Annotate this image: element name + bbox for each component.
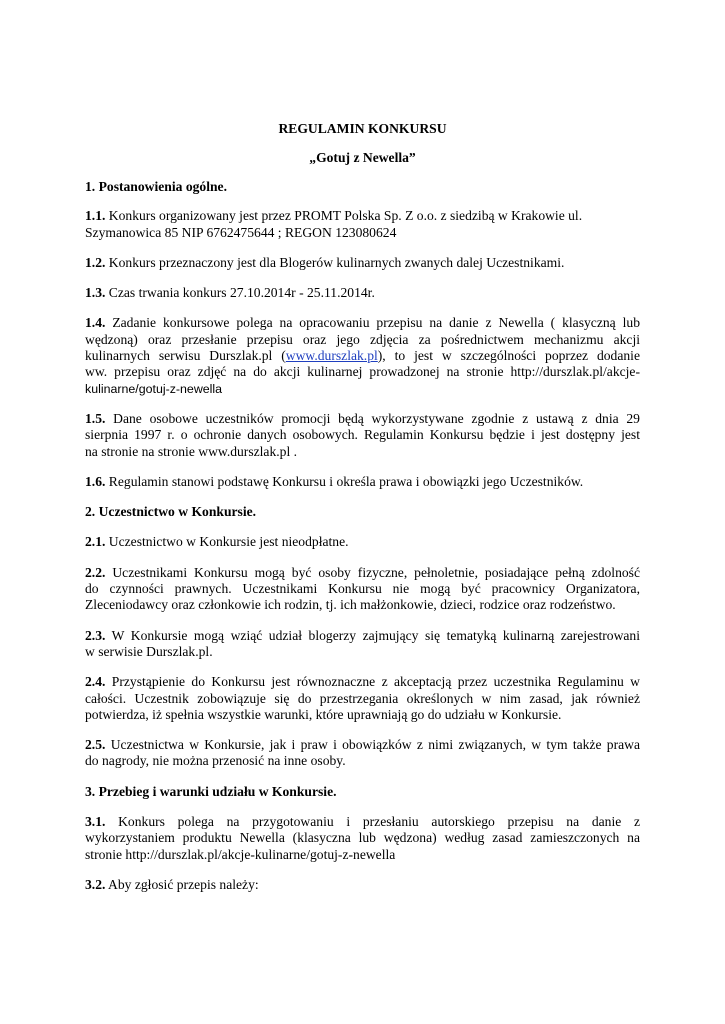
paragraph-number: 2.5.	[85, 737, 106, 753]
durszlak-link[interactable]: www.durszlak.pl	[285, 348, 378, 364]
paragraph-3-1: 3.1. Konkurs polega na przygotowaniu i przesłaniu autorskiego przepisu na danie z wykorzystaniem produktu Newella (klasyczna lub wędzona) według zasad zamieszczonych na stronie http://durszlak.pl/akcje-kulinarne/gotuj-z-newella	[85, 814, 641, 862]
paragraph-1-5: 1.5. Dane osobowe uczestników promocji będą wykorzystywane zgodnie z ustawą z dnia 29 sierpnia 1997 r. o ochronie danych osobowych. Regulamin Konkursu będzie i jest dostępny jest na stronie na stronie www.durszlak.pl .	[85, 410, 640, 459]
paragraph-3-2: 3.2. Aby zgłosić przepis należy:	[85, 876, 259, 892]
document-content	[85, 121, 640, 893]
paragraph-number: 3.2.	[85, 876, 106, 892]
paragraph-1-3: 1.3. Czas trwania konkurs 27.10.2014r - 25.11.2014r.	[85, 285, 375, 301]
section-heading-1: 1. Postanowienia ogólne.	[85, 179, 227, 194]
paragraph-number: 1.5.	[85, 410, 106, 426]
paragraph-number: 3.1.	[85, 814, 106, 830]
paragraph-1-1: 1.1. Konkurs organizowany jest przez PROMT Polska Sp. Z o.o. z siedzibą w Krakowie ul. Szymanowica 85 NIP 6762475644 ; REGON 123080624	[85, 208, 583, 240]
paragraph-number: 2.2.	[85, 564, 106, 580]
paragraph-number: 1.4.	[85, 315, 106, 331]
paragraph-number: 1.2.	[85, 254, 106, 270]
paragraph-number: 1.6.	[85, 473, 106, 489]
document-subtitle: „Gotuj z Newella”	[309, 150, 416, 165]
section-heading-3: 3. Przebieg i warunki udziału w Konkursie.	[85, 783, 337, 799]
paragraph-1-4: 1.4. Zadanie konkursowe polega na opracowaniu przepisu na danie z Newella ( klasyczną lub wędzoną) oraz przesłanie przepisu oraz jego zdjęcia za pośrednictwem mechanizmu akcji kulinarnych serwisu Durszlak.pl (www.durszlak.pl), to jest w szczególności poprzez dodanie ww. przepisu oraz zdjęć na do akcji kulinarnej prowadzonej na stronie http://durszlak.pl/akcje- kulinarne/gotuj-z-newella	[85, 315, 640, 396]
paragraph-2-3: 2.3. W Konkursie mogą wziąć udział blogerzy zajmujący się tematyką kulinarną zarejestrowani w serwisie Durszlak.pl.	[85, 627, 640, 659]
paragraph-1-2: 1.2. Konkurs przeznaczony jest dla Blogerów kulinarnych zwanych dalej Uczestnikami.	[85, 254, 565, 270]
paragraph-number: 1.3.	[85, 285, 106, 301]
paragraph-2-2: 2.2. Uczestnikami Konkursu mogą być osoby fizyczne, pełnoletnie, posiadające pełną zdolność do czynności prawnych. Uczestnikami Konkursu nie mogą być pracownicy Organizatora, Zleceniodawcy oraz członkowie ich rodzin, tj. ich małżonkowie, dzieci, rodzice oraz rodzeństwo.	[85, 564, 640, 613]
section-heading-2: 2. Uczestnictwo w Konkursie.	[85, 504, 257, 520]
paragraph-2-4: 2.4. Przystąpienie do Konkursu jest równoznaczne z akceptacją przez uczestnika Regulaminu w całości. Uczestnik zobowiązuje się do przestrzegania określonych w nim zasad, jak również potwierdza, iż spełnia wszystkie warunki, które uprawniają go do udziału w Konkursie.	[85, 674, 640, 722]
paragraph-1-6: 1.6. Regulamin stanowi podstawę Konkursu i określa prawa i obowiązki jego Uczestników.	[85, 473, 584, 489]
paragraph-number: 1.1.	[85, 208, 106, 224]
document-title: REGULAMIN KONKURSU	[278, 121, 447, 136]
paragraph-2-5: 2.5. Uczestnictwa w Konkursie, jak i praw i obowiązków z nimi związanych, w tym także prawa do nagrody, nie można przenosić na inne osoby.	[85, 737, 640, 769]
paragraph-number: 2.3.	[85, 627, 106, 643]
paragraph-number: 2.1.	[85, 534, 106, 550]
paragraph-number: 2.4.	[85, 674, 106, 690]
paragraph-2-1: 2.1. Uczestnictwo w Konkursie jest nieodpłatne.	[85, 534, 349, 550]
